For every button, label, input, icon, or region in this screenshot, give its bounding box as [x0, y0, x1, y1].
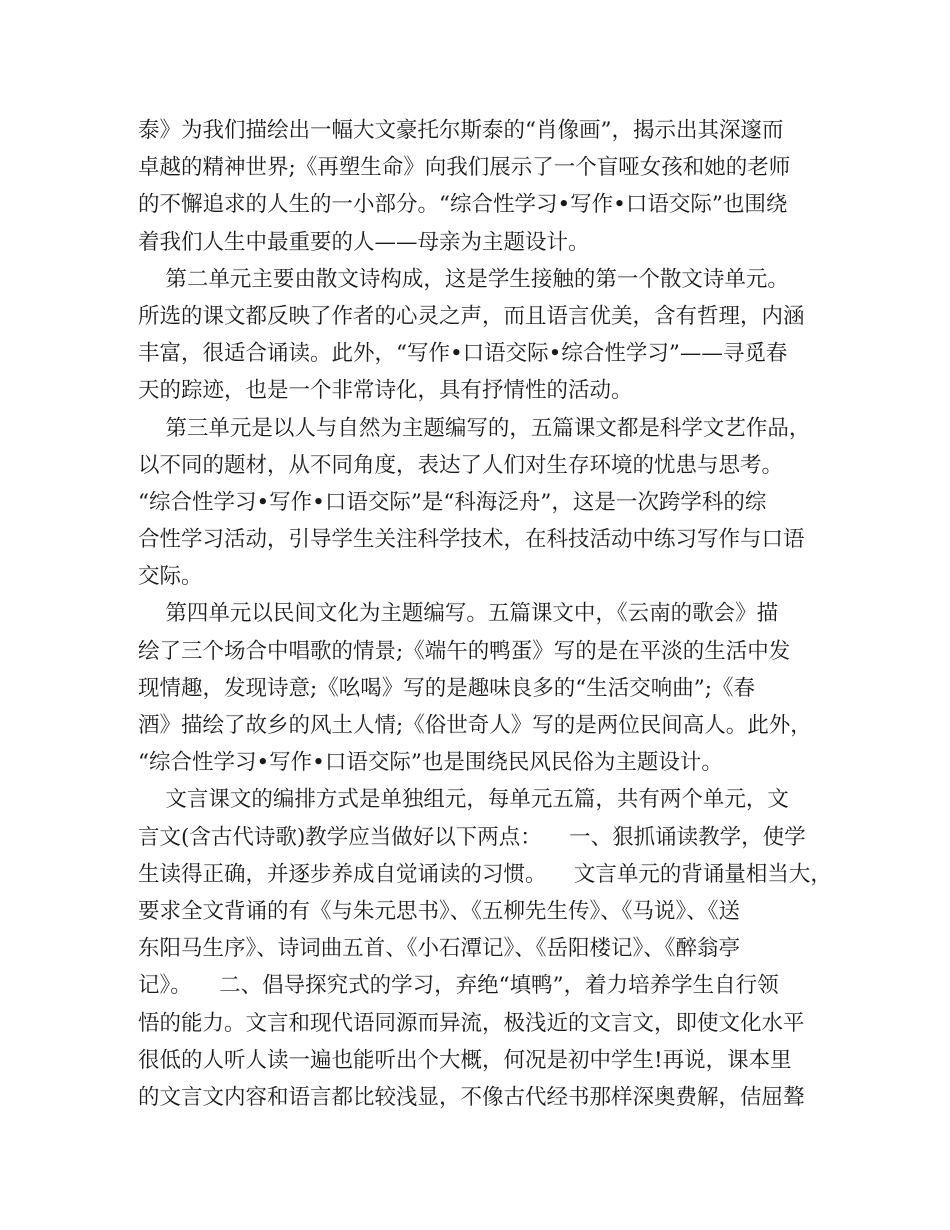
- text-line: 第四单元以民间文化为主题编写。五篇课文中，《云南的歌会》描: [138, 601, 779, 627]
- text-line: 言文(含古代诗歌)教学应当做好以下两点： 一、狠抓诵读教学，使学: [138, 824, 806, 850]
- text-line: 以不同的题材，从不同角度，表达了人们对生存环境的忧患与思考。: [138, 452, 784, 478]
- text-line: “综合性学习•写作•口语交际”也是围绕民风民俗为主题设计。: [138, 750, 723, 776]
- text-line: 的文言文内容和语言都比较浅显，不像古代经书那样深奥费解，佶屈聱: [138, 1084, 805, 1110]
- text-line: “综合性学习•写作•口语交际”是“科海泛舟”，这是一次跨学科的综: [138, 489, 767, 515]
- text-line: 绘了三个场合中唱歌的情景;《端午的鸭蛋》写的是在平淡的生活中发: [138, 638, 791, 664]
- text-line: 文言课文的编排方式是单独组元，每单元五篇，共有两个单元，文: [138, 787, 789, 813]
- text-line: 着我们人生中最重要的人——母亲为主题设计。: [138, 229, 590, 255]
- text-line: 第三单元是以人与自然为主题编写的，五篇课文都是科学文艺作品，: [138, 415, 811, 441]
- text-line: 所选的课文都反映了作者的心灵之声，而且语言优美，含有哲理，内涵: [138, 303, 805, 329]
- text-line: 泰》为我们描绘出一幅大文豪托尔斯泰的“肖像画”，揭示出其深邃而: [138, 118, 784, 143]
- text-line: 丰富，很适合诵读。此外，“写作•口语交际•综合性学习”——寻觅春: [138, 341, 788, 367]
- text-line: 悟的能力。文言和现代语同源而异流，极浅近的文言文，即使文化水平: [138, 1010, 805, 1036]
- text-line: 生读得正确，并逐步养成自觉诵读的习惯。 文言单元的背诵量相当大，: [138, 861, 832, 887]
- text-line: 合性学习活动，引导学生关注科学技术，在科技活动中练习写作与口语: [138, 527, 805, 553]
- text-line: 卓越的精神世界;《再塑生命》向我们展示了一个盲哑女孩和她的老师: [138, 155, 791, 181]
- text-line: 很低的人听人读一遍也能听出个大概，何况是初中学生!再说，课本里: [138, 1047, 792, 1073]
- text-line: 第二单元主要由散文诗构成，这是学生接触的第一个散文诗单元。: [138, 266, 789, 292]
- text-line: 记》。 二、倡导探究式的学习，弃绝“填鸭”，着力培养学生自行领: [138, 973, 779, 999]
- text-line: 现情趣，发现诗意;《吆喝》写的是趣味良多的“生活交响曲”;《春: [138, 675, 755, 701]
- text-line: 的不懈追求的人生的一小部分。“综合性学习•写作•口语交际”也围绕: [138, 192, 788, 218]
- text-line: 东阳马生序》、诗词曲五首、《小石潭记》、《岳阳楼记》、《醉翁亭: [138, 936, 741, 962]
- text-line: 交际。: [138, 564, 203, 590]
- text-line: 要求全文背诵的有《与朱元思书》、《五柳先生传》、《马说》、《送: [138, 898, 741, 924]
- text-line: 天的踪迹，也是一个非常诗化，具有抒情性的活动。: [138, 378, 633, 404]
- body-text: [138, 112, 832, 1116]
- text-line: 酒》描绘了故乡的风土人情;《俗世奇人》写的是两位民间高人。此外，: [138, 713, 812, 738]
